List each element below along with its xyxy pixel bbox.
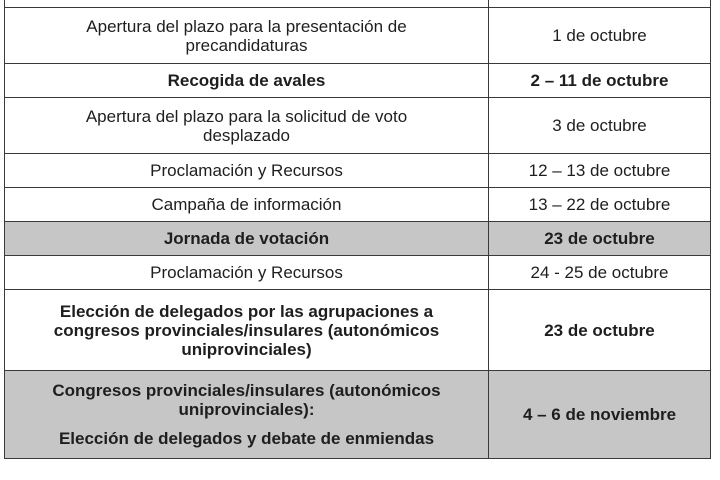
event-text: Apertura del plazo para la presentación de [86, 16, 407, 36]
table-row [5, 154, 711, 188]
event-cell: Jornada de votación [5, 222, 489, 256]
table-row-highlighted [5, 371, 711, 459]
date-cell: 4 – 6 de noviembre [489, 371, 711, 459]
event-cell [5, 98, 489, 154]
election-schedule-table [4, 0, 711, 459]
date-cell: 2 – 11 de octubre [489, 64, 711, 98]
table-row [5, 64, 711, 98]
event-text: Elección de delegados y debate de enmiendas [58, 429, 435, 448]
table-row [5, 8, 711, 64]
event-cell [5, 0, 489, 8]
event-cell [5, 8, 489, 64]
event-text: uniprovinciales): [178, 400, 315, 419]
table-row [5, 98, 711, 154]
table-row [5, 188, 711, 222]
event-text: Apertura del plazo para la solicitud de voto [85, 106, 408, 126]
event-text: uniprovinciales) [181, 339, 312, 359]
date-cell: 13 – 22 de octubre [489, 188, 711, 222]
event-cell [5, 371, 489, 459]
date-cell: 24 - 25 de octubre [489, 256, 711, 290]
date-cell: 3 de octubre [489, 98, 711, 154]
date-cell: 1 de octubre [489, 8, 711, 64]
table-row [5, 256, 711, 290]
date-cell: 23 de octubre [489, 290, 711, 371]
event-cell: Recogida de avales [5, 64, 489, 98]
table-row [5, 290, 711, 371]
date-cell: 23 de octubre [489, 222, 711, 256]
event-text: congresos provinciales/insulares (autonómicos [53, 320, 440, 340]
table-row-highlighted [5, 222, 711, 256]
date-cell: 12 – 13 de octubre [489, 154, 711, 188]
event-text: Congresos provinciales/insulares (autonómicos [52, 381, 441, 400]
date-cell [489, 0, 711, 8]
event-cell: Proclamación y Recursos [5, 154, 489, 188]
event-text: desplazado [203, 125, 290, 145]
table-row-cut-off [5, 0, 711, 8]
event-text: Elección de delegados por las agrupaciones a [59, 301, 434, 321]
event-cell [5, 290, 489, 371]
event-text: precandidaturas [185, 35, 308, 55]
event-cell: Campaña de información [5, 188, 489, 222]
event-cell: Proclamación y Recursos [5, 256, 489, 290]
